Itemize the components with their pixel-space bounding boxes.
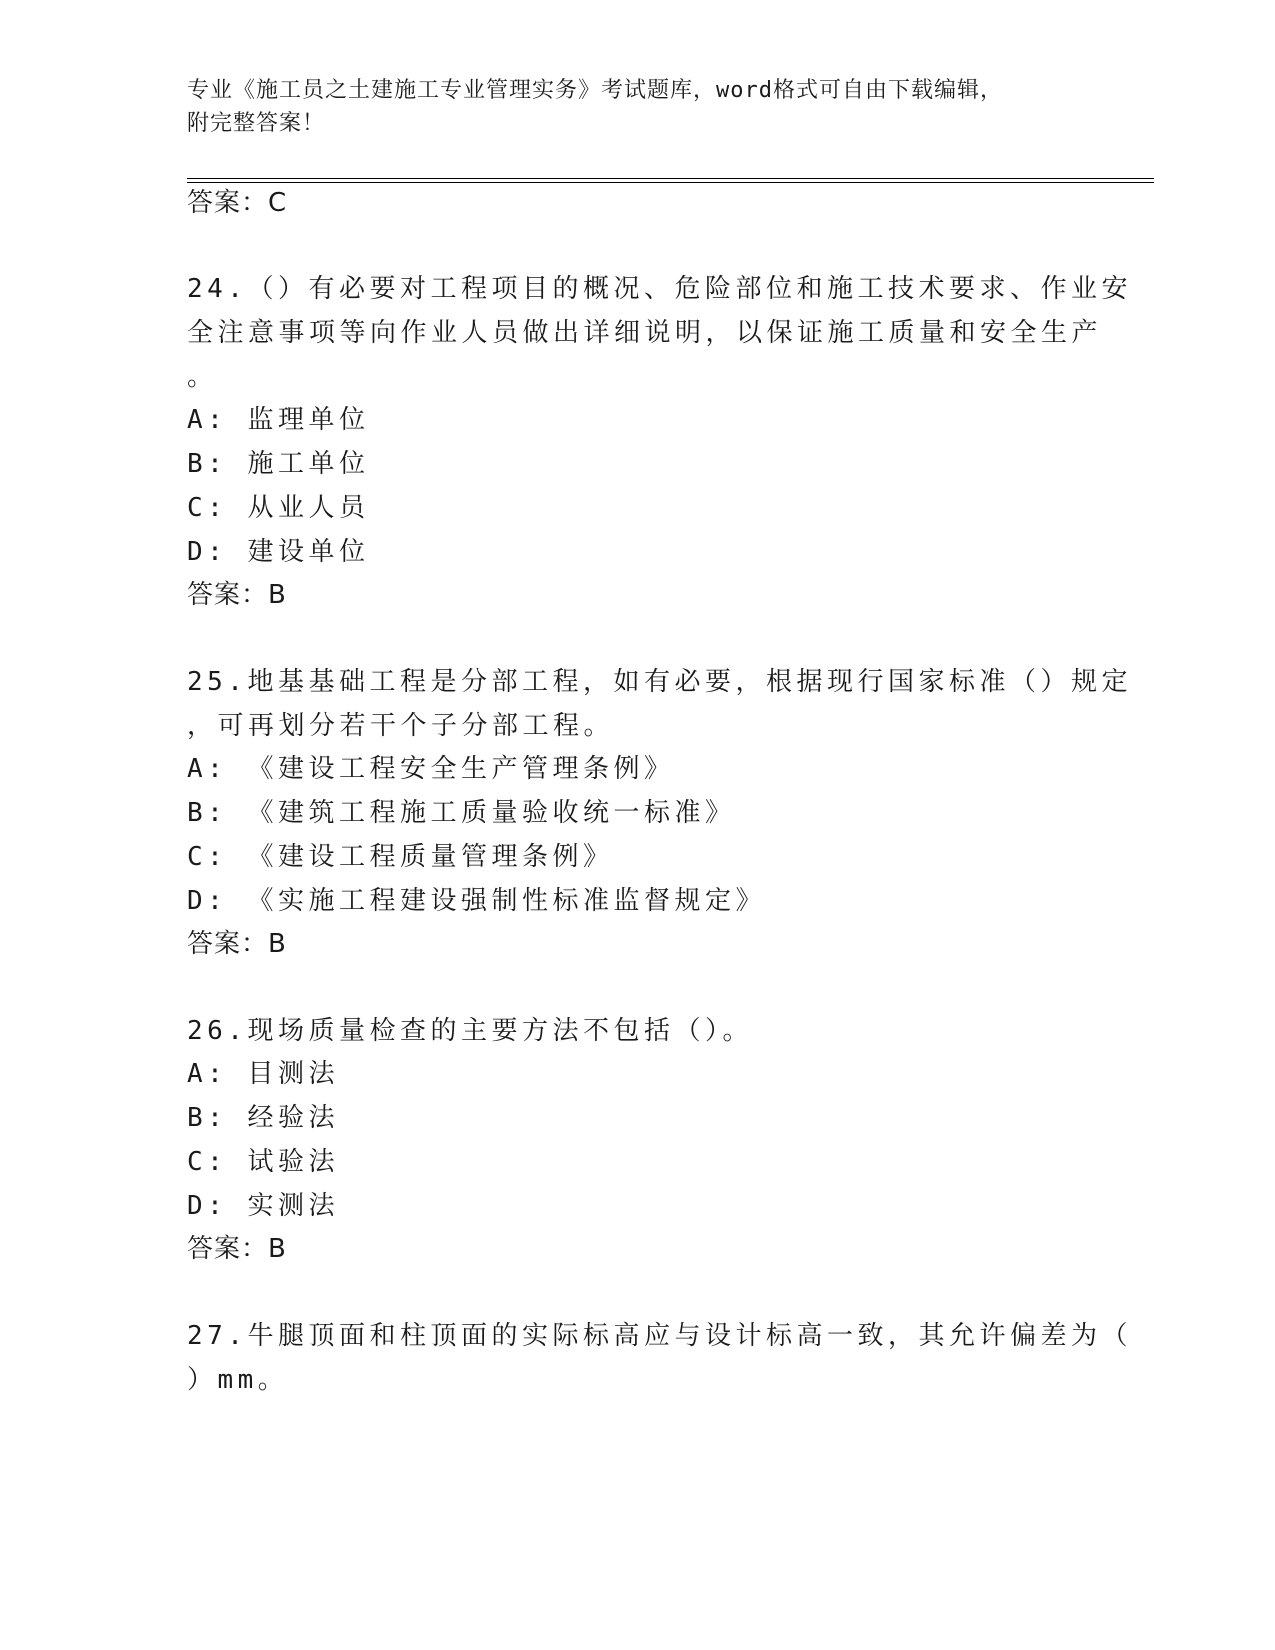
question-text-line: 25.地基基础工程是分部工程，如有必要，根据现行国家标准（）规定 xyxy=(187,667,1132,697)
option-a: A: 监理单位 xyxy=(187,405,370,435)
option-c: C: 《建设工程质量管理条例》 xyxy=(187,842,614,872)
question-text-line: 24.（）有必要对工程项目的概况、危险部位和施工技术要求、作业安 xyxy=(187,274,1132,304)
header-line-2: 附完整答案！ xyxy=(187,111,326,136)
option-a: A: 目测法 xyxy=(187,1059,339,1089)
header-line-1: 专业《施工员之土建施工专业管理实务》考试题库，word格式可自由下载编辑， xyxy=(187,78,1003,103)
option-c: C: 从业人员 xyxy=(187,493,370,523)
question-text-line: ，可再划分若干个子分部工程。 xyxy=(187,711,615,741)
option-d: D: 建设单位 xyxy=(187,537,370,567)
option-a: A: 《建设工程安全生产管理条例》 xyxy=(187,754,675,784)
question-text-line: 全注意事项等向作业人员做出详细说明，以保证施工质量和安全生产 xyxy=(187,318,1103,348)
answer: 答案：B xyxy=(187,929,287,959)
question-text-line: 27.牛腿顶面和柱顶面的实际标高应与设计标高一致，其允许偏差为（ xyxy=(187,1321,1132,1351)
option-b: B: 施工单位 xyxy=(187,449,370,479)
question-text-line: 26.现场质量检查的主要方法不包括（）。 xyxy=(187,1016,753,1046)
header-divider xyxy=(187,178,1154,183)
option-c: C: 试验法 xyxy=(187,1147,339,1177)
option-b: B: 经验法 xyxy=(187,1103,339,1133)
option-b: B: 《建筑工程施工质量验收统一标准》 xyxy=(187,798,736,828)
previous-answer: 答案：C xyxy=(187,188,288,218)
answer: 答案：B xyxy=(187,580,287,610)
question-text-line: 。 xyxy=(187,362,218,392)
option-d: D: 实测法 xyxy=(187,1191,339,1221)
question-text-line: ）mm。 xyxy=(187,1365,289,1395)
option-d: D: 《实施工程建设强制性标准监督规定》 xyxy=(187,886,766,916)
answer: 答案：B xyxy=(187,1234,287,1264)
page-header xyxy=(187,74,1067,140)
